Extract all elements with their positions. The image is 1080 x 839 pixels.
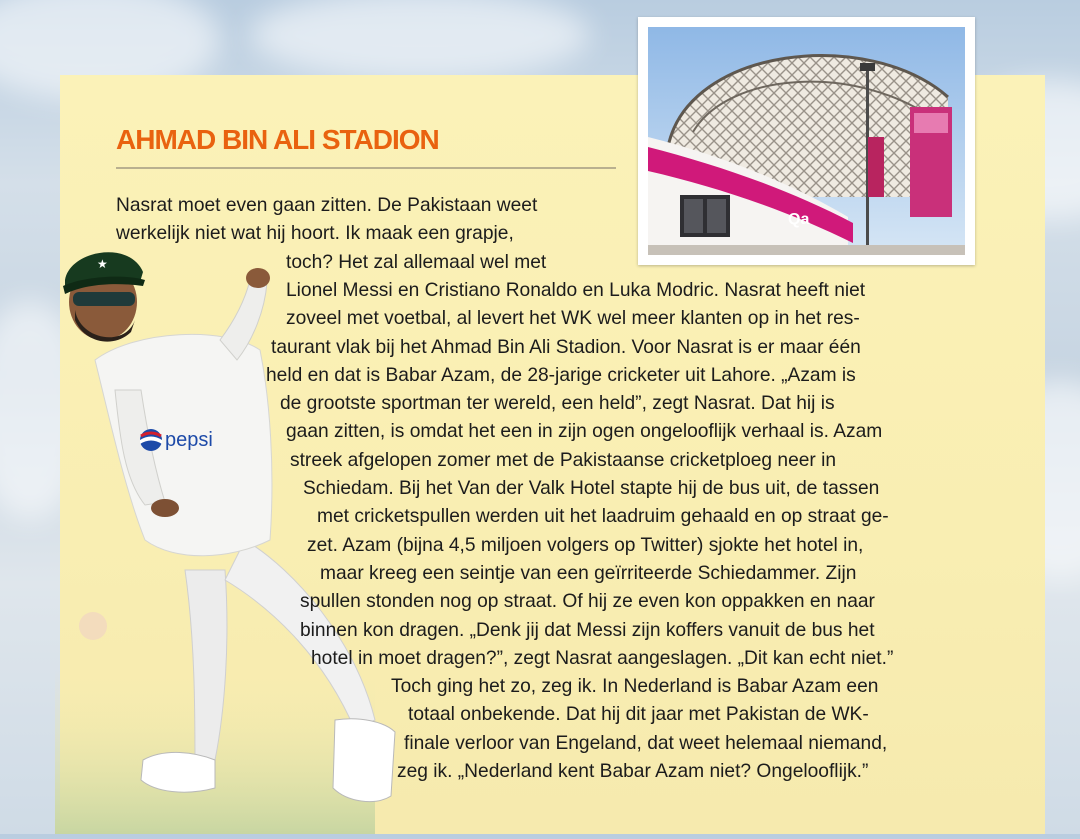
pepsi-logo-text: pepsi bbox=[165, 429, 213, 451]
article-line: Toch ging het zo, zeg ik. In Nederland is Babar Azam een bbox=[391, 676, 879, 698]
article-line: met cricketspullen werden uit het laadruim gehaald en op straat ge- bbox=[317, 506, 889, 528]
stadium-illustration bbox=[648, 27, 965, 255]
headline-divider bbox=[116, 167, 616, 169]
article-line: totaal onbekende. Dat hij dit jaar met Pakistan de WK- bbox=[408, 704, 869, 726]
stadium-photo-frame bbox=[638, 17, 975, 265]
article-line: held en dat is Babar Azam, de 28-jarige cricketer uit Lahore. „Azam is bbox=[266, 364, 856, 386]
article-line: Nasrat moet even gaan zitten. De Pakistaan weet bbox=[116, 195, 538, 216]
article-line: werkelijk niet wat hij hoort. Ik maak een grapje, bbox=[116, 223, 514, 245]
article-line: taurant vlak bij het Ahmad Bin Ali Stadion. Voor Nasrat is er maar één bbox=[271, 336, 861, 358]
article-line: zeg ik. „Nederland kent Babar Azam niet? Ongelooflijk.” bbox=[397, 761, 869, 782]
article-line: gaan zitten, is omdat het een in zijn ogen ongelooflijk verhaal is. Azam bbox=[286, 421, 883, 443]
article-line: de grootste sportman ter wereld, een held”, zegt Nasrat. Dat hij is bbox=[280, 393, 835, 415]
article-line: hotel in moet dragen?”, zegt Nasrat aangeslagen. „Dit kan echt niet.” bbox=[311, 647, 894, 669]
article-line: Lionel Messi en Cristiano Ronaldo en Luka Modric. Nasrat heeft niet bbox=[286, 279, 866, 301]
article-headline: AHMAD BIN ALI STADION bbox=[116, 124, 439, 155]
svg-text:★: ★ bbox=[97, 257, 108, 271]
cloud bbox=[250, 0, 590, 80]
stadium-photo bbox=[648, 27, 965, 255]
article-line: streek afgelopen zomer met de Pakistaanse cricketploeg neer in bbox=[290, 449, 837, 471]
article-line: spullen stonden nog op straat. Of hij ze even kon oppakken en naar bbox=[300, 591, 875, 613]
article-line: toch? Het zal allemaal wel met bbox=[286, 251, 547, 273]
article-line: finale verloor van Engeland, dat weet helemaal niemand, bbox=[404, 732, 888, 754]
article-line: binnen kon dragen. „Denk jij dat Messi zijn koffers vanuit de bus het bbox=[300, 619, 875, 641]
article-line: Schiedam. Bij het Van der Valk Hotel stapte hij de bus uit, de tassen bbox=[303, 478, 880, 499]
stadium-sign-text: Qa bbox=[788, 211, 810, 228]
article-line: zoveel met voetbal, al levert het WK wel meer klanten op in het res- bbox=[286, 308, 860, 330]
article-line: maar kreeg een seintje van een geïrriteerde Schiedammer. Zijn bbox=[320, 562, 857, 584]
article-line: zet. Azam (bijna 4,5 miljoen volgers op Twitter) sjokte het hotel in, bbox=[307, 534, 864, 556]
